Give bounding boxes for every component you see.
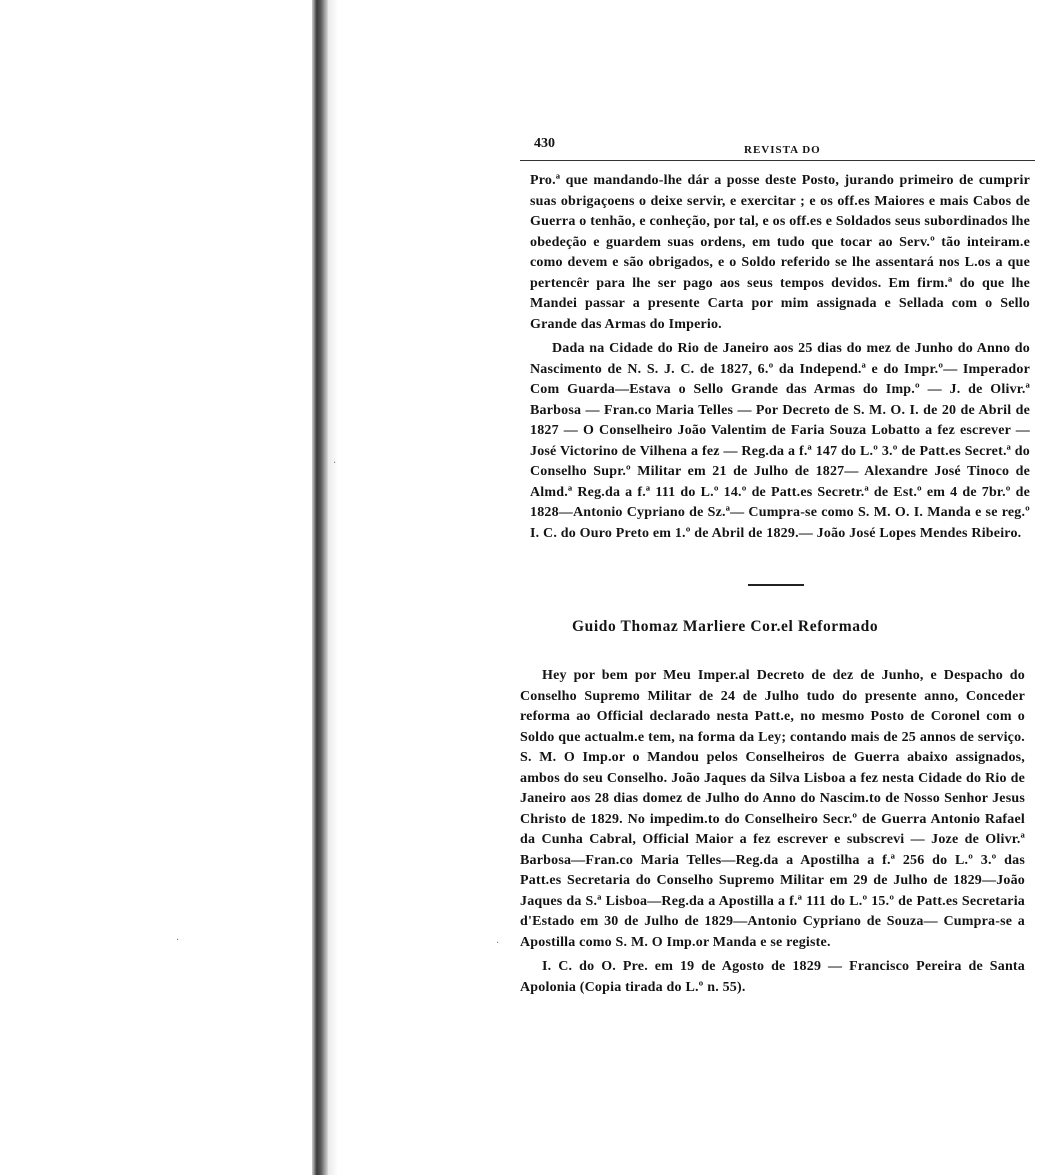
book-page	[520, 132, 1035, 998]
section-heading: Guido Thomaz Marliere Cor.el Reformado	[572, 618, 879, 635]
running-head	[520, 132, 1035, 161]
paragraph: Hey por bem por Meu Imper.al Decreto de dez de Junho, e Despacho do Conselho Supremo Militar de 24 de Julho tudo do presente anno, Conceder reforma ao Official declarado nesta Patt.e, no mesmo Posto de Coronel com o Soldo que actualm.e tem, na forma da Ley; contando mais de 25 annos de serviço. S. M. O Imp.or o Mandou pelos Conselheiros de Guerra abaixo assignados, ambos do seu Conselho. João Jaques da Silva Lisboa a fez nesta Cidade do Rio de Janeiro aos 28 dias domez de Julho do Anno do Nascim.to de Nosso Senhor Jesus Christo de 1829. No impedim.to do Conselheiro Secr.º de Guerra Antonio Rafael da Cunha Cabral, Official Maior a fez escrever e subscrevi — Joze de Olivr.ª Barbosa—Fran.co Maria Telles—Reg.da a Apostilha a f.ª 256 do L.º 3.º das Patt.es Secretaria do Conselho Supremo Militar em 29 de Julho de 1829—João Jaques da S.ª Lisboa—Reg.da a Apostilla a f.ª 111 do L.º 15.º de Patt.es Secretaria d'Estado em 30 de Julho de 1829—Antonio Cypriano de Souza— Cumpra-se a Apostilla como S. M. O Imp.or Manda e se registe.	[520, 668, 1025, 950]
paragraph: I. C. do O. Pre. em 19 de Agosto de 1829 — Francisco Pereira de Santa Apolonia (Copia tirada do L.º n. 55).	[520, 959, 1025, 995]
page-number: 430	[534, 136, 555, 151]
paragraph: Dada na Cidade do Rio de Janeiro aos 25 dias do mez de Junho do Anno do Nascimento de N. S. J. C. de 1827, 6.º da Independ.ª e do Impr.º— Imperador Com Guarda—Estava o Sello Grande das Armas do Imp.º — J. de Olivr.ª Barbosa — Fran.co Maria Telles — Por Decreto de S. M. O. I. de 20 de Abril de 1827 — O Conselheiro João Valentim de Faria Souza Lobatto a fez escrever — José Victorino de Vilhena a fez — Reg.da a f.ª 147 do L.º 3.º de Patt.es Secret.ª do Conselho Supr.º Militar em 21 de Julho de 1827— Alexandre José Tinoco de Almd.ª Reg.da a f.ª 111 do L.º 14.º de Patt.es Secretr.ª de Est.º em 4 de 7br.º de 1828—Antonio Cypriano de Sz.ª— Cumpra-se como S. M. O. I. Manda e se reg.º I. C. do Ouro Preto em 1.º de Abril de 1829.— João José Lopes Mendes Ribeiro.	[530, 341, 1030, 541]
section-divider	[748, 584, 804, 586]
margin-speck: ·	[176, 935, 180, 946]
margin-speck: ·	[496, 938, 500, 949]
margin-speck: ·	[333, 458, 337, 469]
continuation-text	[530, 171, 1030, 544]
running-title: REVISTA DO	[744, 144, 821, 156]
book-binding-edge	[312, 0, 328, 1175]
section-text	[520, 666, 1025, 998]
paragraph: Pro.ª que mandando-lhe dár a posse deste Posto, jurando primeiro de cumprir suas obrigaçoens o deixe servir, e exercitar ; e os off.es Maiores e mais Cabos de Guerra o tenhão, e conheção, por tal, e os off.es e Soldados seus subordinados lhe obedeção e guardem suas ordens, em tudo que tocar ao Serv.º tão inteiram.e como devem e são obrigados, e o Soldo referido se lhe assentará nos L.os a que pertencêr para lhe ser pago aos seus tempos devidos. Em firm.ª do que lhe Mandei passar a presente Carta por mim assignada e Sellada com o Sello Grande das Armas do Imperio.	[530, 173, 1030, 332]
gutter-shadow	[328, 0, 338, 1175]
